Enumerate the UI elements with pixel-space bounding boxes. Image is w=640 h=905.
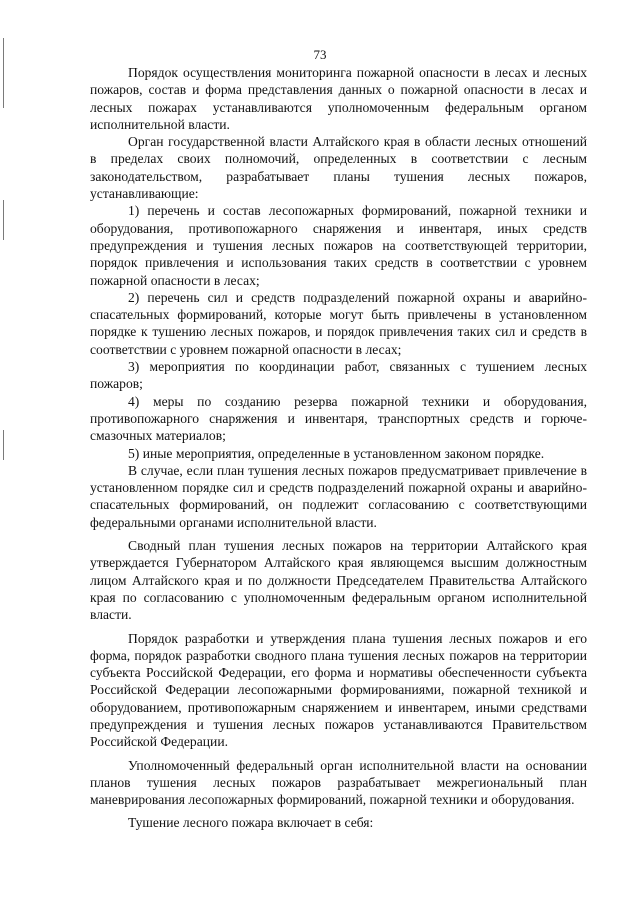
scan-margin-line-lower [3,430,4,460]
paragraph-plan-procedure: Порядок разработки и утверждения плана тушения лесных пожаров и его форма, порядок разработки сводного плана тушения лесных пожаров на территории субъекта Российской Федерации, его форма и нормативы обеспеченности субъекта Российской Федерации лесопожарными формированиями, пожарной техникой и оборудованием, противопожарным снаряжением и инвентарем, иными средствами предупреждения и тушения лесных пожаров устанавливаются Правительством Российской Федерации. [90,630,587,750]
document-body [90,64,587,832]
scan-margin-line-middle [3,200,4,240]
paragraph-coordination: В случае, если план тушения лесных пожаров предусматривает привлечение в установленном порядке сил и средств подразделений пожарной охраны и аварийно-спасательных формирований, он подлежит согласованию с соответствующими федеральными органами исполнительной власти. [90,462,587,530]
page-number: 73 [313,47,327,62]
paragraph-consolidated-plan: Сводный план тушения лесных пожаров на территории Алтайского края утверждается Губернатором Алтайского края являющемся высшим должностным лицом Алтайского края и по должности Председателем Правительства Алтайского края по согласованию с уполномоченным федеральным органом исполнительной власти. [90,538,587,623]
list-item-2: 2) перечень сил и средств подразделений пожарной охраны и аварийно-спасательных формирований, которые могут быть привлечены в установленном порядке к тушению лесных пожаров, и порядок привлечения таких сил и средств в соответствии с уровнем пожарной опасности в лесах; [90,289,587,357]
list-item-4: 4) меры по созданию резерва пожарной техники и оборудования, противопожарного снаряжения и инвентаря, транспортных средств и горюче-смазочных материалов; [90,393,587,444]
list-item-5: 5) иные мероприятия, определенные в установленном законом порядке. [128,445,545,461]
paragraph-fire-plans-intro: Орган государственной власти Алтайского края в области лесных отношений в пределах своих полномочий, определенных в соответствии с лесным законодательством, разрабатывает планы тушения лесных пожаров, устанавливающие: [90,134,587,202]
list-item-3: 3) мероприятия по координации работ, связанных с тушением лесных пожаров; [90,359,587,392]
paragraph-extinguishing-intro: Тушение лесного пожара включает в себя: [128,815,374,831]
paragraph-interregional-plan: Уполномоченный федеральный орган исполнительной власти на основании планов тушения лесных пожаров разрабатывает межрегиональный план маневрирования лесопожарных формирований, пожарной техники и оборудования. [90,757,587,808]
paragraph-monitoring: Порядок осуществления мониторинга пожарной опасности в лесах и лесных пожаров, состав и форма представления данных о пожарной опасности в лесах и лесных пожарах устанавливаются уполномоченным федеральным органом исполнительной власти. [90,65,587,132]
list-item-1: 1) перечень и состав лесопожарных формирований, пожарной техники и оборудования, противопожарного снаряжения и инвентаря, иных средств предупреждения и тушения лесных пожаров на соответствующей территории, порядок привлечения и использования таких средств в соответствии с уровнем пожарной опасности в лесах; [90,203,587,288]
